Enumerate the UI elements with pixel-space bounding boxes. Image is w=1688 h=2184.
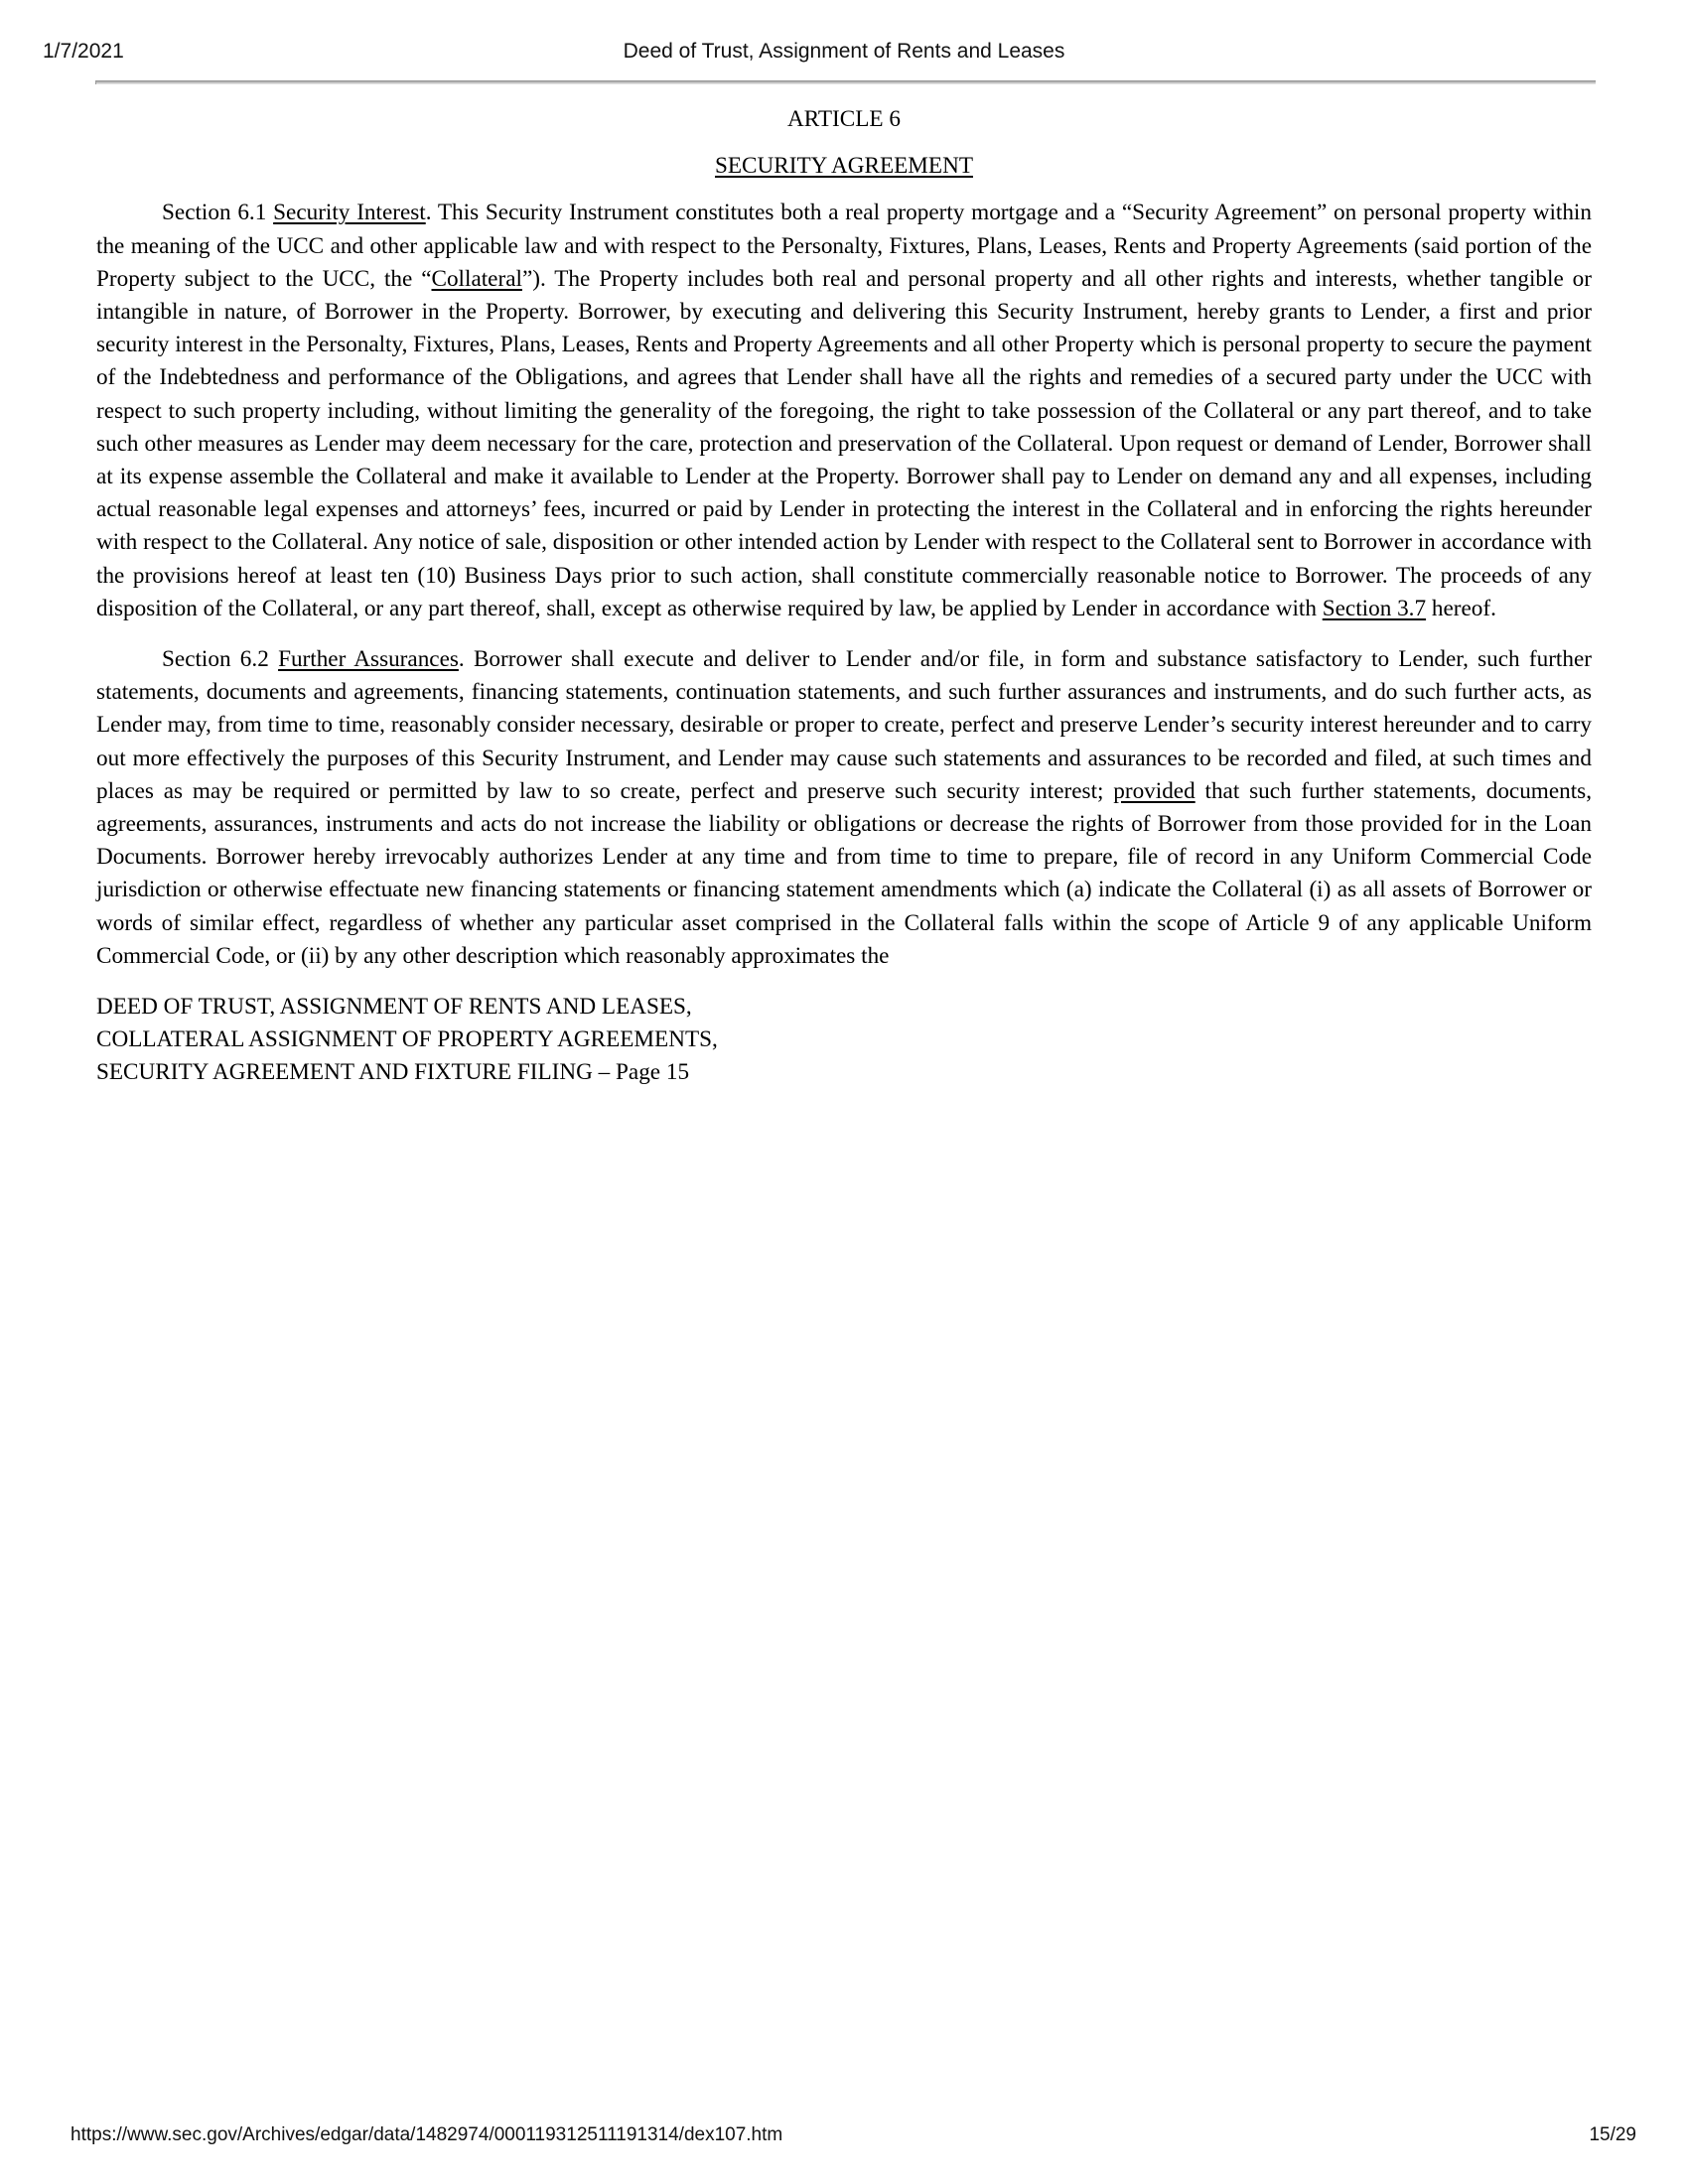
- defined-term: Collateral: [431, 265, 522, 292]
- section-number: Section 6.1: [162, 200, 267, 226]
- section-title: Further Assurances: [278, 646, 459, 673]
- doc-footer-line: COLLATERAL ASSIGNMENT OF PROPERTY AGREEMENTS,: [96, 1026, 718, 1053]
- section-text: hereof.: [1426, 595, 1496, 621]
- print-date: 1/7/2021: [43, 40, 124, 63]
- section-text: . This Security Instrument constitutes both a real property mortgage and a “Security Agreement” on personal property within the meaning of the UCC and other applicable law and with respect to the Personalty, Fixtures, Plans, Leases, Rents and Property Agreements (said portion of the Property subject to the UCC, the “: [96, 200, 1592, 292]
- document-page-footer: [96, 991, 1592, 1090]
- doc-footer-line: DEED OF TRUST, ASSIGNMENT OF RENTS AND LEASES,: [96, 994, 692, 1021]
- proviso-term: provided: [1113, 777, 1196, 804]
- section-6-1: [96, 197, 1592, 625]
- section-text: that such further statements, documents, agreements, assurances, instruments and acts do not increase the liability or obligations or decrease the rights of Borrower from those provided for in the Loan Documents. Borrower hereby irrevocably authorizes Lender at any time and from time to time to prepare, file of record in any Uniform Commercial Code jurisdiction or otherwise effectuate new financing statements or financing statement amendments which (a) indicate the Collateral (i) as all assets of Borrower or words of similar effect, regardless of whether any particular asset comprised in the Collateral falls within the scope of Article 9 of any applicable Uniform Commercial Code, or (ii) by any other description which reasonably approximates the: [96, 777, 1592, 969]
- doc-footer-line: SECURITY AGREEMENT AND FIXTURE FILING – Page 15: [96, 1059, 690, 1086]
- section-text: . Borrower shall execute and deliver to Lender and/or file, in form and substance satisfactory to Lender, such further statements, documents and agreements, financing statements, continuation statements, and such further assurances and instruments, and do such further acts, as Lender may, from time to time, reasonably consider necessary, desirable or proper to create, perfect and preserve Lender’s security interest hereunder and to carry out more effectively the purposes of this Security Instrument, and Lender may cause such statements and assurances to be recorded and filed, at such times and places as may be required or permitted by law to so create, perfect and preserve such security interest;: [96, 646, 1592, 804]
- section-text: ”). The Property includes both real and personal property and all other rights and interests, whether tangible or intangible in nature, of Borrower in the Property. Borrower, by executing and delivering this Security Instrument, hereby grants to Lender, a first and prior security interest in the Personalty, Fixtures, Plans, Leases, Rents and Property Agreements and all other Property which is personal property to secure the payment of the Indebtedness and performance of the Obligations, and agrees that Lender shall have all the rights and remedies of a secured party under the UCC with respect to such property including, without limiting the generality of the foregoing, the right to take possession of the Collateral or any part thereof, and to take such other measures as Lender may deem necessary for the care, protection and preservation of the Collateral. Upon request or demand of Lender, Borrower shall at its expense assemble the Collateral and make it available to Lender at the Property. Borrower shall pay to Lender on demand any and all expenses, including actual reasonable legal expenses and attorneys’ fees, incurred or paid by Lender in protecting the interest in the Collateral and in enforcing the rights hereunder with respect to the Collateral. Any notice of sale, disposition or other intended action by Lender with respect to the Collateral sent to Borrower in accordance with the provisions hereof at least ten (10) Business Days prior to such action, shall constitute commercially reasonable notice to Borrower. The proceeds of any disposition of the Collateral, or any part thereof, shall, except as otherwise required by law, be applied by Lender in accordance with: [96, 265, 1592, 621]
- article-title: [96, 150, 1592, 183]
- article-heading: ARTICLE 6: [787, 106, 901, 132]
- print-header-title: Deed of Trust, Assignment of Rents and Leases: [623, 40, 1065, 63]
- article-title-text: SECURITY AGREEMENT: [715, 153, 973, 180]
- section-reference-link: Section 3.7: [1322, 595, 1427, 621]
- header-divider: [95, 80, 1596, 84]
- document-body: [96, 99, 1592, 1090]
- section-number: Section 6.2: [162, 646, 269, 673]
- section-title: Security Interest: [273, 200, 426, 226]
- page-counter: 15/29: [1589, 2124, 1636, 2145]
- source-url: https://www.sec.gov/Archives/edgar/data/1482974/000119312511191314/dex107.htm: [70, 2124, 783, 2145]
- section-6-2: [96, 643, 1592, 973]
